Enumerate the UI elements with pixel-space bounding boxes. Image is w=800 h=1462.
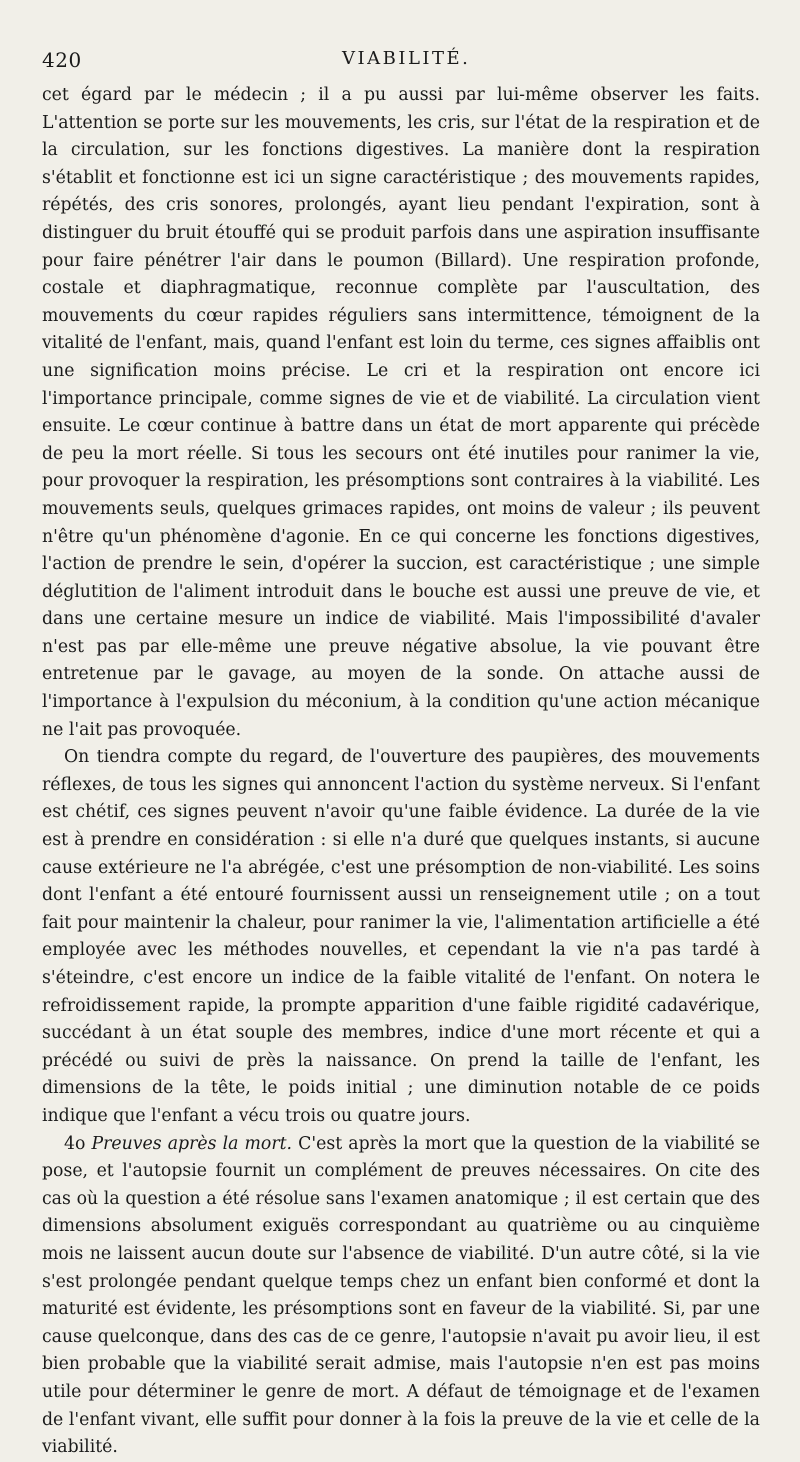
- section-number: 4o: [64, 1133, 86, 1154]
- running-title: VIABILITÉ.: [342, 48, 471, 69]
- section-text: C'est après la mort que la question de la viabilité se pose, et l'autopsie fournit un complément de preuves nécessaires. On cite des cas où la question a été résolue sans l'examen anatomique ; il est certain que des dimensions absolument exiguës correspondant au quatrième ou au cinquième mois ne laissent aucun doute sur l'absence de viabilité. D'un autre côté, si la vie s'est prolongée pendant quelque temps chez un enfant bien conformé et dont la maturité est évidente, les présomptions sont en faveur de la viabilité. Si, par une cause quelconque, dans des cas de ce genre, l'autopsie n'avait pu avoir lieu, il est bien probable que la viabilité serait admise, mais l'autopsie n'en est pas moins utile pour déterminer le genre de mort. A défaut de témoignage et de l'examen de l'enfant vivant, elle suffit pour donner à la fois la preuve de la vie et celle de la viabilité.: [42, 1133, 760, 1458]
- paragraph-section-4: [42, 1131, 760, 1462]
- page-header: [42, 42, 760, 82]
- body-text: [42, 82, 760, 1462]
- book-page: [42, 42, 760, 1462]
- paragraph-continuation: cet égard par le médecin ; il a pu aussi par lui-même observer les faits. L'attention se porte sur les mouvements, les cris, sur l'état de la respiration et de la circulation, sur les fonctions digestives. La manière dont la respiration s'établit et fonctionne est ici un signe caractéristique ; des mouvements rapides, répétés, des cris sonores, prolongés, ayant lieu pendant l'expiration, sont à distinguer du bruit étouffé qui se produit parfois dans une aspiration insuffisante pour faire pénétrer l'air dans le poumon (Billard). Une respiration profonde, costale et diaphragmatique, reconnue complète par l'auscultation, des mouvements du cœur rapides réguliers sans intermittence, témoignent de la vitalité de l'enfant, mais, quand l'enfant est loin du terme, ces signes affaiblis ont une signification moins précise. Le cri et la respiration ont encore ici l'importance principale, comme signes de vie et de viabilité. La circulation vient ensuite. Le cœur continue à battre dans un état de mort apparente qui précède de peu la mort réelle. Si tous les secours ont été inutiles pour ranimer la vie, pour provoquer la respiration, les présomptions sont contraires à la viabilité. Les mouvements seuls, quelques grimaces rapides, ont moins de valeur ; ils peuvent n'être qu'un phénomène d'agonie. En ce qui concerne les fonctions digestives, l'action de prendre le sein, d'opérer la succion, est caractéristique ; une simple déglutition de l'aliment introduit dans le bouche est aussi une preuve de vie, et dans une certaine mesure un indice de viabilité. Mais l'impossibilité d'avaler n'est pas par elle-même une preuve négative absolue, la vie pouvant être entretenue par le gavage, au moyen de la sonde. On attache aussi de l'importance à l'expulsion du méconium, à la condition qu'une action mécanique ne l'ait pas provoquée.: [42, 85, 760, 740]
- section-title: Preuves après la mort.: [91, 1133, 293, 1154]
- page-number: 420: [42, 48, 82, 72]
- paragraph-signs: On tiendra compte du regard, de l'ouverture des paupières, des mouvements réflexes, de tous les signes qui annoncent l'action du système nerveux. Si l'enfant est chétif, ces signes peuvent n'avoir qu'une faible évidence. La durée de la vie est à prendre en considération : si elle n'a duré que quelques instants, si aucune cause extérieure ne l'a abrégée, c'est une présomption de non-viabilité. Les soins dont l'enfant a été entouré fournissent aussi un renseignement utile ; on a tout fait pour maintenir la chaleur, pour ranimer la vie, l'alimentation artificielle a été employée avec les méthodes nouvelles, et cependant la vie n'a pas tardé à s'éteindre, c'est encore un indice de la faible vitalité de l'enfant. On notera le refroidissement rapide, la prompte apparition d'une faible rigidité cadavérique, succédant à un état souple des membres, indice d'une mort récente et qui a précédé ou suivi de près la naissance. On prend la taille de l'enfant, les dimensions de la tête, le poids initial ; une diminution notable de ce poids indique que l'enfant a vécu trois ou quatre jours.: [42, 747, 760, 1126]
